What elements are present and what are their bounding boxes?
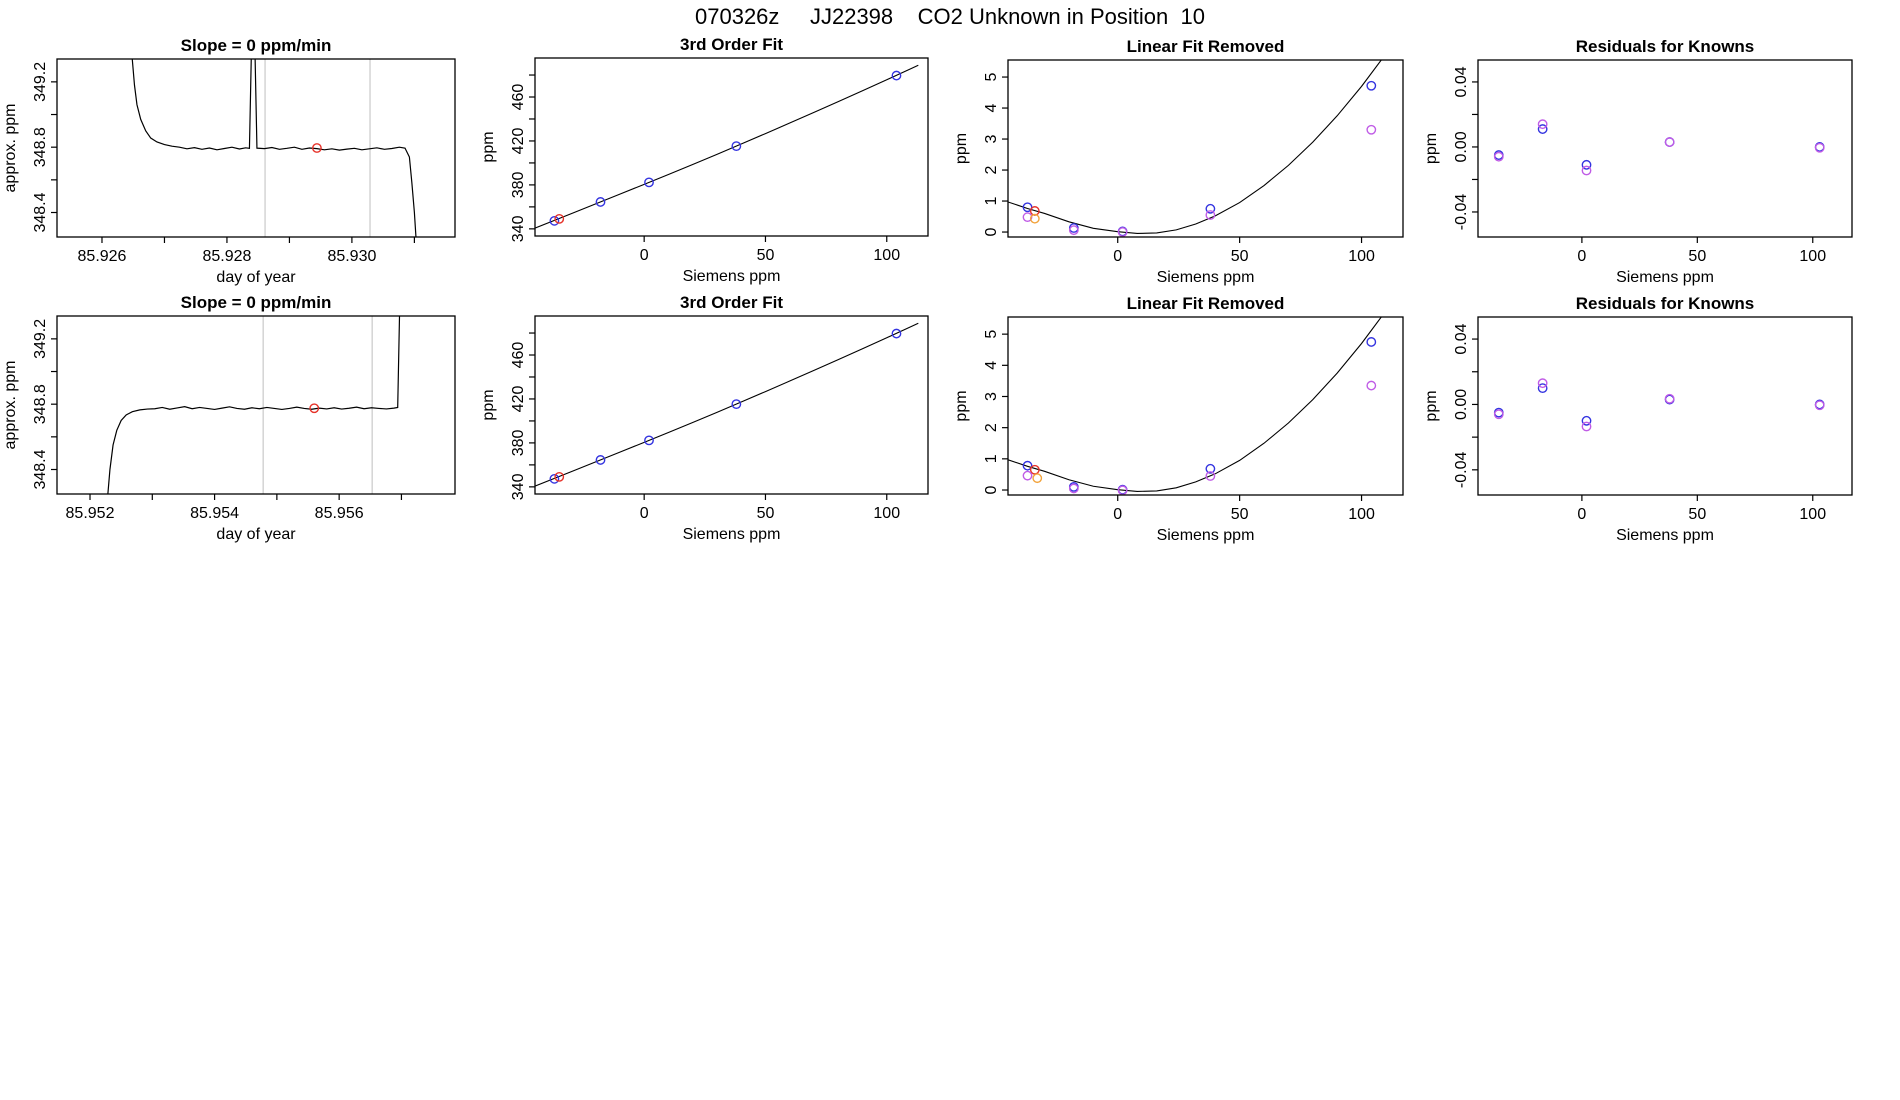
y-tick-label: 3 <box>983 134 1000 144</box>
y-tick-label: 340 <box>510 473 527 501</box>
y-tick-label: 420 <box>510 127 527 155</box>
y-axis-label: ppm <box>953 132 970 165</box>
panel-fit3-row1 <box>480 35 928 285</box>
y-axis-label: approx. ppm <box>2 103 19 193</box>
panel-linfit-row2 <box>953 294 1403 544</box>
analyzer-trace <box>132 56 416 242</box>
data-point-purple <box>1665 138 1673 146</box>
plot-box <box>1478 317 1852 495</box>
y-tick-label: 380 <box>510 429 527 457</box>
x-tick-label: 0 <box>1113 506 1123 523</box>
y-axis-label: ppm <box>480 131 497 163</box>
x-tick-label: 100 <box>873 247 901 264</box>
fit-curve <box>1008 300 1393 492</box>
plot-box <box>57 316 455 494</box>
data-point-purple <box>1367 126 1375 134</box>
x-tick-label: 85.926 <box>77 248 127 265</box>
panel-title: 3rd Order Fit <box>680 35 783 54</box>
x-tick-label: 50 <box>1688 248 1707 265</box>
plot-box <box>1478 60 1852 237</box>
x-tick-label: 0 <box>1577 506 1587 523</box>
y-tick-label: 348.4 <box>32 449 49 490</box>
y-tick-label: 5 <box>983 72 1000 82</box>
y-axis-label: ppm <box>1423 390 1440 422</box>
panel-title: 3rd Order Fit <box>680 293 783 312</box>
y-tick-label: 348.8 <box>32 127 49 168</box>
plot-box <box>535 316 928 494</box>
y-tick-label: 349.2 <box>32 61 49 102</box>
fit-curve <box>535 323 918 486</box>
x-tick-label: 100 <box>1799 506 1827 523</box>
panel-linfit-row1 <box>953 37 1403 286</box>
y-tick-label: 0.00 <box>1453 388 1470 421</box>
y-tick-label: 3 <box>983 392 1000 401</box>
data-point-purple <box>1367 381 1375 389</box>
y-tick-label: 4 <box>983 360 1000 370</box>
panel-title: Residuals for Knowns <box>1575 294 1755 313</box>
x-axis-label: Siemens ppm <box>682 268 781 285</box>
fit-curve <box>535 65 918 228</box>
panel-title: Linear Fit Removed <box>1126 294 1285 313</box>
x-tick-label: 0 <box>1113 248 1123 265</box>
figure-main-title: 070326z JJ22398 CO2 Unknown in Position 10 <box>695 4 1205 29</box>
x-tick-label: 50 <box>756 247 775 264</box>
panel-title: Slope = 0 ppm/min <box>180 293 332 312</box>
data-point-blue <box>1367 338 1375 346</box>
x-axis-label: Siemens ppm <box>1616 269 1714 286</box>
x-tick-label: 50 <box>756 505 775 522</box>
panel-resid-row2 <box>1423 294 1852 544</box>
y-tick-label: 5 <box>983 329 1000 339</box>
analyzer-trace <box>107 313 399 499</box>
panel-title: Slope = 0 ppm/min <box>180 36 332 55</box>
y-tick-label: -0.04 <box>1453 193 1470 231</box>
plot-box <box>1008 317 1403 495</box>
x-tick-label: 100 <box>873 505 901 522</box>
panel-title: Linear Fit Removed <box>1126 37 1285 56</box>
y-axis-label: ppm <box>1423 132 1440 165</box>
data-point-blue <box>1367 82 1375 90</box>
x-tick-label: 50 <box>1688 506 1707 523</box>
data-point-purple <box>1023 471 1031 479</box>
y-tick-label: 460 <box>510 83 527 111</box>
y-tick-label: -0.04 <box>1453 451 1470 489</box>
y-tick-label: 460 <box>510 341 527 369</box>
y-tick-label: 4 <box>983 103 1000 113</box>
y-tick-label: 380 <box>510 171 527 199</box>
y-tick-label: 349.2 <box>32 318 49 359</box>
x-tick-label: 85.930 <box>327 248 377 265</box>
x-tick-label: 100 <box>1799 248 1827 265</box>
y-tick-label: 340 <box>510 215 527 243</box>
x-tick-label: 85.956 <box>314 505 364 522</box>
panel-slope-row1 <box>2 36 455 286</box>
x-tick-label: 100 <box>1348 248 1375 265</box>
panel-fit3-row2 <box>480 293 928 543</box>
x-tick-label: 85.928 <box>202 248 252 265</box>
plot-box <box>535 58 928 236</box>
panel-title: Residuals for Knowns <box>1575 37 1755 56</box>
data-point-purple <box>1582 166 1590 174</box>
y-tick-label: 0.04 <box>1453 66 1470 98</box>
y-tick-label: 348.8 <box>32 384 49 425</box>
x-axis-label: Siemens ppm <box>1616 527 1714 544</box>
x-tick-label: 85.954 <box>190 505 240 522</box>
x-tick-label: 0 <box>1577 248 1587 265</box>
x-axis-label: day of year <box>216 526 296 543</box>
y-axis-label: ppm <box>480 389 497 421</box>
y-tick-label: 348.4 <box>32 192 49 233</box>
x-tick-label: 100 <box>1348 506 1375 523</box>
y-axis-label: approx. ppm <box>2 360 19 450</box>
x-axis-label: Siemens ppm <box>1156 527 1255 544</box>
x-tick-label: 50 <box>1230 248 1249 265</box>
panel-slope-row2 <box>2 293 455 543</box>
y-tick-label: 1 <box>983 454 1000 464</box>
y-tick-label: 420 <box>510 385 527 413</box>
y-tick-label: 0 <box>983 227 1000 237</box>
x-tick-label: 0 <box>639 247 649 264</box>
plot-box <box>1008 60 1403 237</box>
y-tick-label: 0.00 <box>1453 131 1470 163</box>
x-tick-label: 0 <box>639 505 649 522</box>
data-point-purple <box>1582 422 1590 430</box>
y-tick-label: 0.04 <box>1453 323 1470 355</box>
x-tick-label: 85.952 <box>65 505 115 522</box>
fit-curve <box>1008 43 1393 233</box>
panel-resid-row1 <box>1423 37 1852 286</box>
y-tick-label: 2 <box>983 423 1000 433</box>
y-tick-label: 2 <box>983 165 1000 175</box>
data-point-orange <box>1033 474 1041 482</box>
x-axis-label: day of year <box>216 269 296 286</box>
x-axis-label: Siemens ppm <box>1156 269 1255 286</box>
x-tick-label: 50 <box>1230 506 1249 523</box>
y-tick-label: 0 <box>983 485 1000 495</box>
x-axis-label: Siemens ppm <box>682 526 781 543</box>
y-tick-label: 1 <box>983 196 1000 206</box>
y-axis-label: ppm <box>953 390 970 422</box>
